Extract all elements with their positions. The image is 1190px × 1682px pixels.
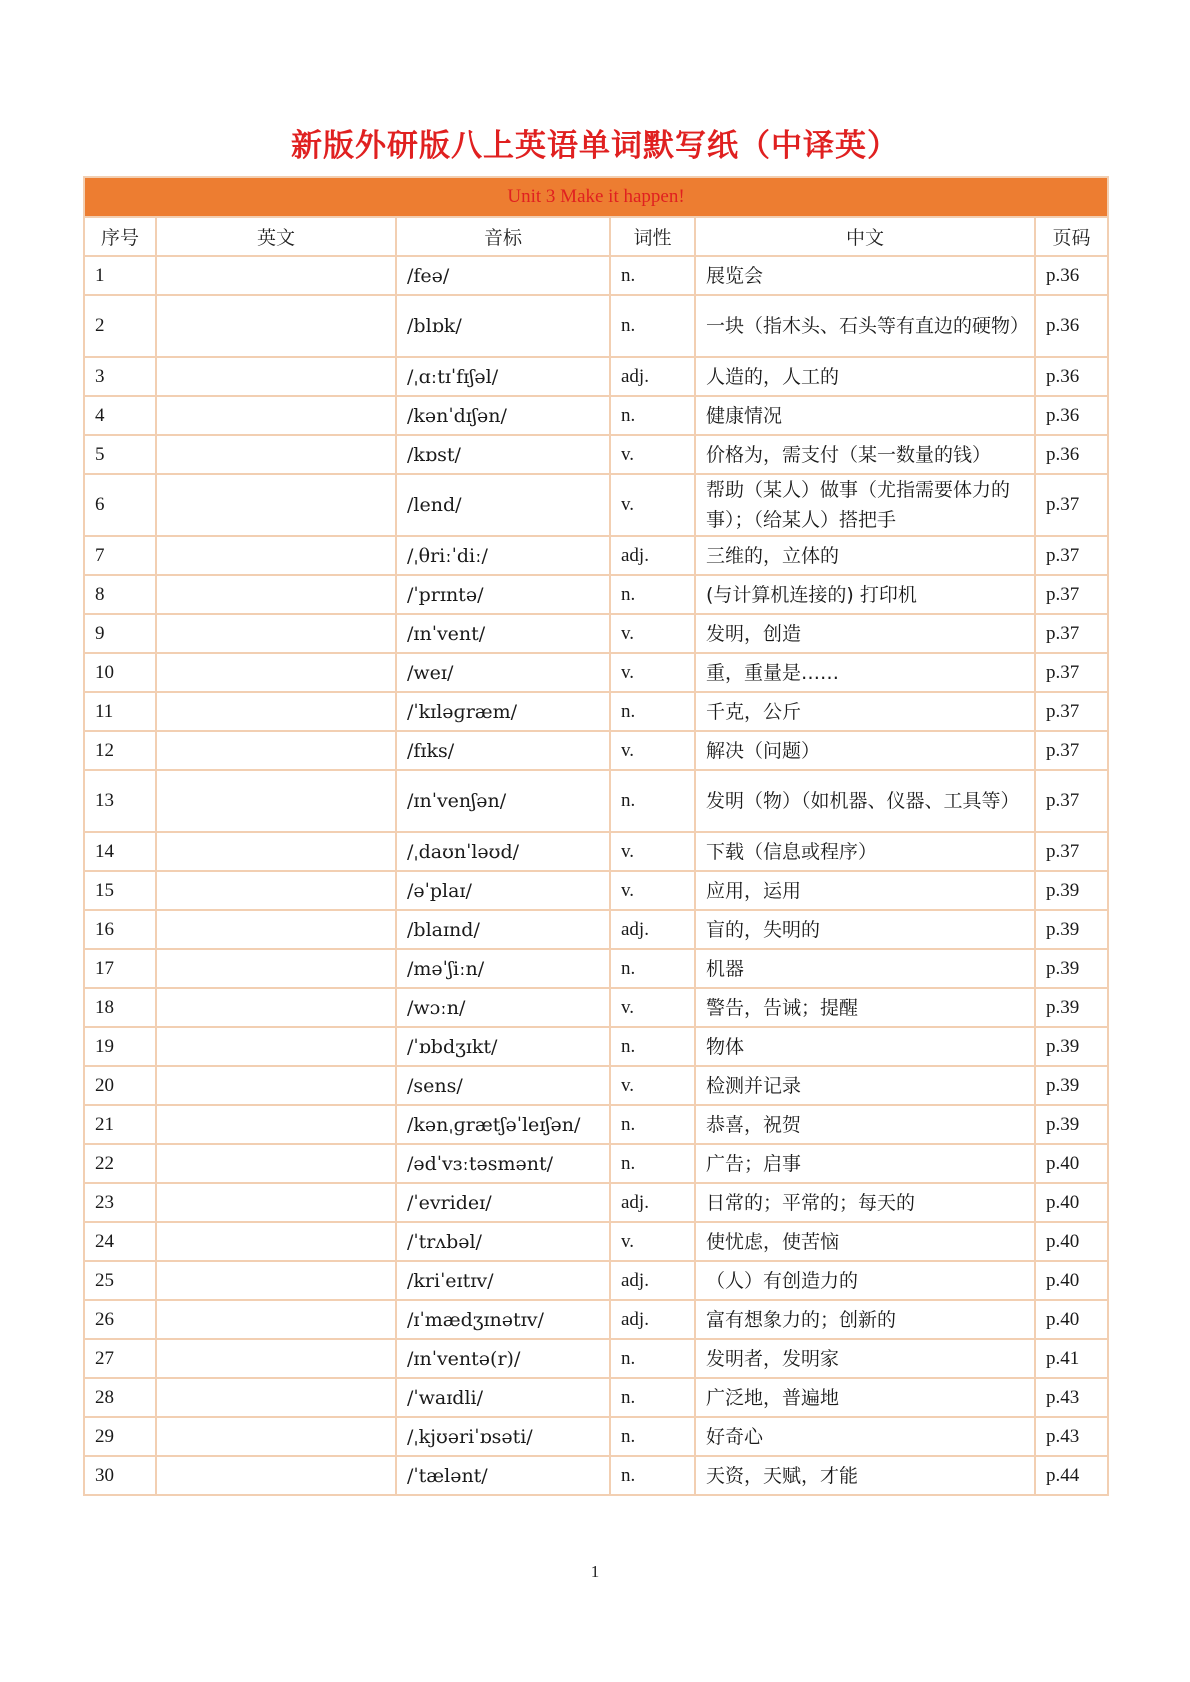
english-answer-cell[interactable] [156,988,396,1027]
page-number: 1 [590,1562,600,1581]
row-index: 5 [84,435,156,474]
part-of-speech: n. [610,1456,695,1495]
english-answer-cell[interactable] [156,731,396,770]
chinese-meaning: 人造的，人工的 [695,357,1035,396]
part-of-speech: v. [610,1222,695,1261]
part-of-speech: n. [610,396,695,435]
chinese-meaning: 下载（信息或程序） [695,832,1035,871]
phonetic: /kriˈeɪtɪv/ [396,1261,610,1300]
english-answer-cell[interactable] [156,653,396,692]
phonetic: /kənˌɡrætʃəˈleɪʃən/ [396,1105,610,1144]
chinese-meaning: 三维的，立体的 [695,536,1035,575]
part-of-speech: n. [610,256,695,295]
part-of-speech: v. [610,988,695,1027]
english-answer-cell[interactable] [156,1222,396,1261]
part-of-speech: adj. [610,1261,695,1300]
english-answer-cell[interactable] [156,910,396,949]
page-ref: p.37 [1035,474,1108,536]
row-index: 25 [84,1261,156,1300]
table-row [84,653,1108,692]
chinese-meaning: 好奇心 [695,1417,1035,1456]
unit-header-row [84,177,1108,217]
row-index: 18 [84,988,156,1027]
page-ref: p.39 [1035,871,1108,910]
page-ref: p.37 [1035,575,1108,614]
english-answer-cell[interactable] [156,832,396,871]
part-of-speech: n. [610,770,695,832]
table-row [84,1339,1108,1378]
part-of-speech: adj. [610,536,695,575]
page-ref: p.37 [1035,653,1108,692]
table-row [84,910,1108,949]
page-ref: p.36 [1035,396,1108,435]
row-index: 27 [84,1339,156,1378]
page-ref: p.43 [1035,1417,1108,1456]
phonetic: /sens/ [396,1066,610,1105]
english-answer-cell[interactable] [156,1183,396,1222]
page-ref: p.36 [1035,357,1108,396]
english-answer-cell[interactable] [156,1066,396,1105]
chinese-meaning: （人）有创造力的 [695,1261,1035,1300]
english-answer-cell[interactable] [156,1339,396,1378]
row-index: 19 [84,1027,156,1066]
page-ref: p.36 [1035,295,1108,357]
part-of-speech: v. [610,614,695,653]
phonetic: /feə/ [396,256,610,295]
table-row [84,474,1108,536]
row-index: 12 [84,731,156,770]
table-row [84,357,1108,396]
table-row [84,1105,1108,1144]
part-of-speech: v. [610,653,695,692]
header-chinese: 中文 [695,217,1035,256]
table-row [84,1300,1108,1339]
phonetic: /ɪnˈvent/ [396,614,610,653]
unit-title: Unit 3 Make it happen! [84,177,1108,217]
phonetic: /ɪnˈvenʃən/ [396,770,610,832]
chinese-meaning: 重，重量是…… [695,653,1035,692]
row-index: 4 [84,396,156,435]
chinese-meaning: 恭喜，祝贺 [695,1105,1035,1144]
part-of-speech: n. [610,1105,695,1144]
english-answer-cell[interactable] [156,575,396,614]
row-index: 8 [84,575,156,614]
phonetic: /blaɪnd/ [396,910,610,949]
phonetic: /ˈtælənt/ [396,1456,610,1495]
table-row [84,770,1108,832]
chinese-meaning: 盲的，失明的 [695,910,1035,949]
part-of-speech: v. [610,731,695,770]
english-answer-cell[interactable] [156,949,396,988]
row-index: 13 [84,770,156,832]
phonetic: /ˈprɪntə/ [396,575,610,614]
english-answer-cell[interactable] [156,536,396,575]
row-index: 26 [84,1300,156,1339]
page-ref: p.40 [1035,1144,1108,1183]
chinese-meaning: 解决（问题） [695,731,1035,770]
vocabulary-table [83,176,1109,1496]
english-answer-cell[interactable] [156,770,396,832]
english-answer-cell[interactable] [156,1261,396,1300]
part-of-speech: v. [610,474,695,536]
phonetic: /blɒk/ [396,295,610,357]
phonetic: /ˌdaʊnˈləʊd/ [396,832,610,871]
row-index: 22 [84,1144,156,1183]
row-index: 7 [84,536,156,575]
part-of-speech: v. [610,435,695,474]
english-answer-cell[interactable] [156,1027,396,1066]
phonetic: /weɪ/ [396,653,610,692]
english-answer-cell[interactable] [156,1300,396,1339]
chinese-meaning: 千克，公斤 [695,692,1035,731]
table-row [84,1417,1108,1456]
english-answer-cell[interactable] [156,1378,396,1417]
table-row [84,295,1108,357]
page-ref: p.37 [1035,731,1108,770]
chinese-meaning: 广告；启事 [695,1144,1035,1183]
english-answer-cell[interactable] [156,474,396,536]
phonetic: /ˈɒbdʒɪkt/ [396,1027,610,1066]
phonetic: /ˌkjʊəriˈɒsəti/ [396,1417,610,1456]
part-of-speech: adj. [610,1183,695,1222]
part-of-speech: adj. [610,910,695,949]
phonetic: /ˌθriːˈdiː/ [396,536,610,575]
page-ref: p.39 [1035,1105,1108,1144]
page-ref: p.37 [1035,536,1108,575]
row-index: 1 [84,256,156,295]
row-index: 15 [84,871,156,910]
header-index: 序号 [84,217,156,256]
chinese-meaning: 帮助（某人）做事（尤指需要体力的事）；（给某人）搭把手 [695,474,1035,536]
table-row [84,731,1108,770]
row-index: 3 [84,357,156,396]
page-ref: p.39 [1035,949,1108,988]
chinese-meaning: (与计算机连接的) 打印机 [695,575,1035,614]
page-ref: p.39 [1035,910,1108,949]
page-ref: p.36 [1035,256,1108,295]
part-of-speech: n. [610,1027,695,1066]
english-answer-cell[interactable] [156,256,396,295]
phonetic: /ɪnˈventə(r)/ [396,1339,610,1378]
chinese-meaning: 检测并记录 [695,1066,1035,1105]
table-row [84,1183,1108,1222]
row-index: 17 [84,949,156,988]
table-row [84,614,1108,653]
chinese-meaning: 发明，创造 [695,614,1035,653]
table-row [84,1456,1108,1495]
phonetic: /wɔːn/ [396,988,610,1027]
english-answer-cell[interactable] [156,1105,396,1144]
english-answer-cell[interactable] [156,357,396,396]
page-ref: p.40 [1035,1183,1108,1222]
row-index: 11 [84,692,156,731]
english-answer-cell[interactable] [156,435,396,474]
part-of-speech: adj. [610,357,695,396]
page-ref: p.39 [1035,1066,1108,1105]
table-row [84,1066,1108,1105]
row-index: 10 [84,653,156,692]
part-of-speech: n. [610,1339,695,1378]
row-index: 30 [84,1456,156,1495]
phonetic: /əˈplaɪ/ [396,871,610,910]
part-of-speech: n. [610,949,695,988]
row-index: 29 [84,1417,156,1456]
page-ref: p.36 [1035,435,1108,474]
chinese-meaning: 日常的；平常的；每天的 [695,1183,1035,1222]
english-answer-cell[interactable] [156,295,396,357]
page-ref: p.39 [1035,1027,1108,1066]
row-index: 6 [84,474,156,536]
part-of-speech: n. [610,575,695,614]
table-row [84,871,1108,910]
english-answer-cell[interactable] [156,614,396,653]
chinese-meaning: 警告，告诫；提醒 [695,988,1035,1027]
chinese-meaning: 健康情况 [695,396,1035,435]
page-ref: p.37 [1035,692,1108,731]
chinese-meaning: 天资，天赋，才能 [695,1456,1035,1495]
english-answer-cell[interactable] [156,1417,396,1456]
part-of-speech: n. [610,1144,695,1183]
chinese-meaning: 展览会 [695,256,1035,295]
phonetic: /ˌɑːtɪˈfɪʃəl/ [396,357,610,396]
table-row [84,435,1108,474]
page-ref: p.40 [1035,1261,1108,1300]
header-pos: 词性 [610,217,695,256]
header-english: 英文 [156,217,396,256]
table-row [84,536,1108,575]
page-title: 新版外研版八上英语单词默写纸（中译英） [291,128,899,164]
phonetic: /ədˈvɜːtəsmənt/ [396,1144,610,1183]
phonetic: /ˈkɪləɡræm/ [396,692,610,731]
english-answer-cell[interactable] [156,1456,396,1495]
chinese-meaning: 一块（指木头、石头等有直边的硬物） [695,295,1035,357]
phonetic: /ˈwaɪdli/ [396,1378,610,1417]
table-row [84,256,1108,295]
row-index: 20 [84,1066,156,1105]
table-row [84,692,1108,731]
row-index: 2 [84,295,156,357]
page-ref: p.43 [1035,1378,1108,1417]
chinese-meaning: 富有想象力的；创新的 [695,1300,1035,1339]
english-answer-cell[interactable] [156,871,396,910]
row-index: 28 [84,1378,156,1417]
page-ref: p.37 [1035,832,1108,871]
chinese-meaning: 物体 [695,1027,1035,1066]
table-row [84,988,1108,1027]
english-answer-cell[interactable] [156,1144,396,1183]
chinese-meaning: 应用，运用 [695,871,1035,910]
page-ref: p.41 [1035,1339,1108,1378]
table-row [84,1222,1108,1261]
english-answer-cell[interactable] [156,396,396,435]
part-of-speech: n. [610,295,695,357]
table-row [84,949,1108,988]
page-ref: p.40 [1035,1300,1108,1339]
english-answer-cell[interactable] [156,692,396,731]
chinese-meaning: 使忧虑，使苦恼 [695,1222,1035,1261]
part-of-speech: v. [610,832,695,871]
table-row [84,1027,1108,1066]
page-ref: p.37 [1035,770,1108,832]
table-row [84,832,1108,871]
table-row [84,1144,1108,1183]
chinese-meaning: 发明者，发明家 [695,1339,1035,1378]
table-row [84,575,1108,614]
row-index: 21 [84,1105,156,1144]
part-of-speech: n. [610,1417,695,1456]
row-index: 24 [84,1222,156,1261]
page-ref: p.37 [1035,614,1108,653]
part-of-speech: adj. [610,1300,695,1339]
header-page: 页码 [1035,217,1108,256]
page-ref: p.39 [1035,988,1108,1027]
row-index: 14 [84,832,156,871]
part-of-speech: n. [610,692,695,731]
phonetic: /kənˈdɪʃən/ [396,396,610,435]
chinese-meaning: 发明（物）（如机器、仪器、工具等） [695,770,1035,832]
table-row [84,1378,1108,1417]
part-of-speech: v. [610,1066,695,1105]
phonetic: /fɪks/ [396,731,610,770]
page-ref: p.44 [1035,1456,1108,1495]
part-of-speech: n. [610,1378,695,1417]
table-row [84,1261,1108,1300]
phonetic: /məˈʃiːn/ [396,949,610,988]
phonetic: /kɒst/ [396,435,610,474]
phonetic: /ɪˈmædʒɪnətɪv/ [396,1300,610,1339]
table-header-row [84,217,1108,256]
row-index: 9 [84,614,156,653]
part-of-speech: v. [610,871,695,910]
table-row [84,396,1108,435]
row-index: 16 [84,910,156,949]
row-index: 23 [84,1183,156,1222]
phonetic: /ˈevrideɪ/ [396,1183,610,1222]
phonetic: /ˈtrʌbəl/ [396,1222,610,1261]
chinese-meaning: 价格为，需支付（某一数量的钱） [695,435,1035,474]
chinese-meaning: 机器 [695,949,1035,988]
chinese-meaning: 广泛地，普遍地 [695,1378,1035,1417]
page-ref: p.40 [1035,1222,1108,1261]
phonetic: /lend/ [396,474,610,536]
header-phonetic: 音标 [396,217,610,256]
